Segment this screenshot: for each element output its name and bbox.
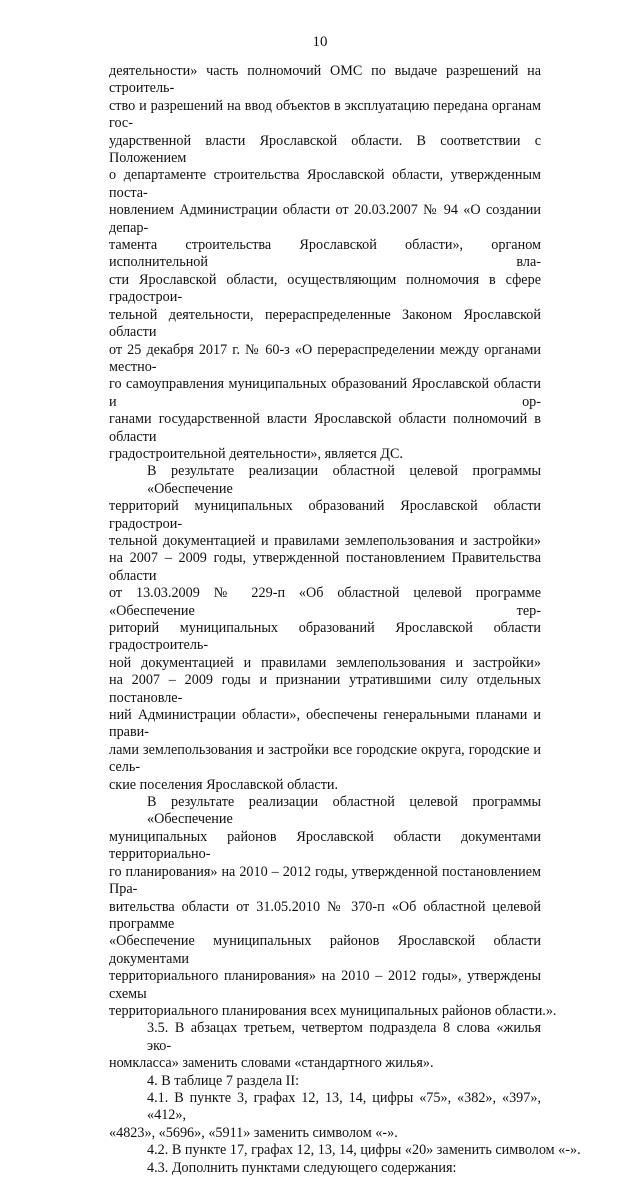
text-line: ганами государственной власти Ярославской области полномочий в области: [109, 411, 541, 445]
text-line: от 25 декабря 2017 г. № 60-з «О перераспределении между органами местно-: [109, 341, 541, 375]
text-line: тельной документацией и правилами землепользования и застройки»: [109, 532, 541, 549]
text-line: деятельности» часть полномочий ОМС по выдаче разрешений на строитель-: [109, 63, 541, 97]
document-body: [109, 63, 581, 1177]
text-line: ство и разрешений на ввод объектов в эксплуатацию передана органам гос-: [109, 97, 541, 132]
text-line: новлением Администрации области от 20.03.2007 № 94 «О создании депар-: [109, 202, 541, 236]
text-line: о департаменте строительства Ярославской области, утвержденным поста-: [109, 167, 541, 201]
text-line: вительства области от 31.05.2010 № 370-п «Об областной целевой программе: [109, 898, 541, 932]
text-line: территориального планирования всех муниципальных районов области.».: [109, 1002, 557, 1019]
text-line: сти Ярославской области, осуществляющим полномочия в сфере градострои-: [109, 271, 541, 306]
text-line: ударственной власти Ярославской области. В соответствии с Положением: [109, 132, 541, 167]
text-line: го самоуправления муниципальных образований Ярославской области и ор-: [109, 376, 541, 410]
text-line: градостроительной деятельности», является ДС.: [109, 445, 403, 462]
text-line: В результате реализации областной целевой программы «Обеспечение: [147, 463, 541, 497]
page-number: 10: [312, 34, 328, 50]
text-line: территорий муниципальных образований Ярославской области градострои-: [109, 498, 541, 532]
text-line: риторий муниципальных образований Ярославской области градостроитель-: [109, 620, 541, 654]
text-line: 3.5. В абзацах третьем, четвертом подраздела 8 слова «жилья эко-: [147, 1020, 541, 1054]
text-line: на 2007 – 2009 годы, утвержденной постановлением Правительства области: [109, 550, 541, 584]
text-line: на 2007 – 2009 годы и признании утратившими силу отдельных постановле-: [109, 672, 541, 706]
text-line: 4. В таблице 7 раздела II:: [147, 1072, 300, 1089]
text-line: ной документацией и правилами землепользования и застройки»: [109, 654, 541, 671]
text-line: лами землепользования и застройки все городские округа, городские и сель-: [109, 741, 541, 776]
text-line: муниципальных районов Ярославской области документами территориально-: [109, 828, 541, 863]
text-line: «4823», «5696», «5911» заменить символом «-».: [109, 1124, 398, 1141]
text-line: 4.3. Дополнить пунктами следующего содержания:: [147, 1159, 457, 1176]
text-line: В результате реализации областной целевой программы «Обеспечение: [147, 794, 541, 828]
text-line: тельной деятельности, перераспределенные Законом Ярославской области: [109, 306, 541, 341]
text-line: 4.1. В пункте 3, графах 12, 13, 14, цифры «75», «382», «397», «412»,: [147, 1089, 541, 1124]
text-line: 4.2. В пункте 17, графах 12, 13, 14, цифры «20» заменить символом «-».: [147, 1142, 581, 1159]
text-line: номкласса» заменить словами «стандартного жилья».: [109, 1055, 434, 1072]
text-line: ний Администрации области», обеспечены генеральными планами и прави-: [109, 707, 541, 741]
text-line: «Обеспечение муниципальных районов Ярославской области документами: [109, 933, 541, 967]
text-line: тамента строительства Ярославской области», органом исполнительной вла-: [109, 237, 541, 271]
text-line: ские поселения Ярославской области.: [109, 776, 339, 793]
text-line: го планирования» на 2010 – 2012 годы, утвержденной постановлением Пра-: [109, 863, 541, 898]
text-line: от 13.03.2009 № 229-п «Об областной целевой программе «Обеспечение тер-: [109, 585, 541, 619]
text-line: территориального планирования» на 2010 – 2012 годы», утверждены схемы: [109, 968, 541, 1002]
